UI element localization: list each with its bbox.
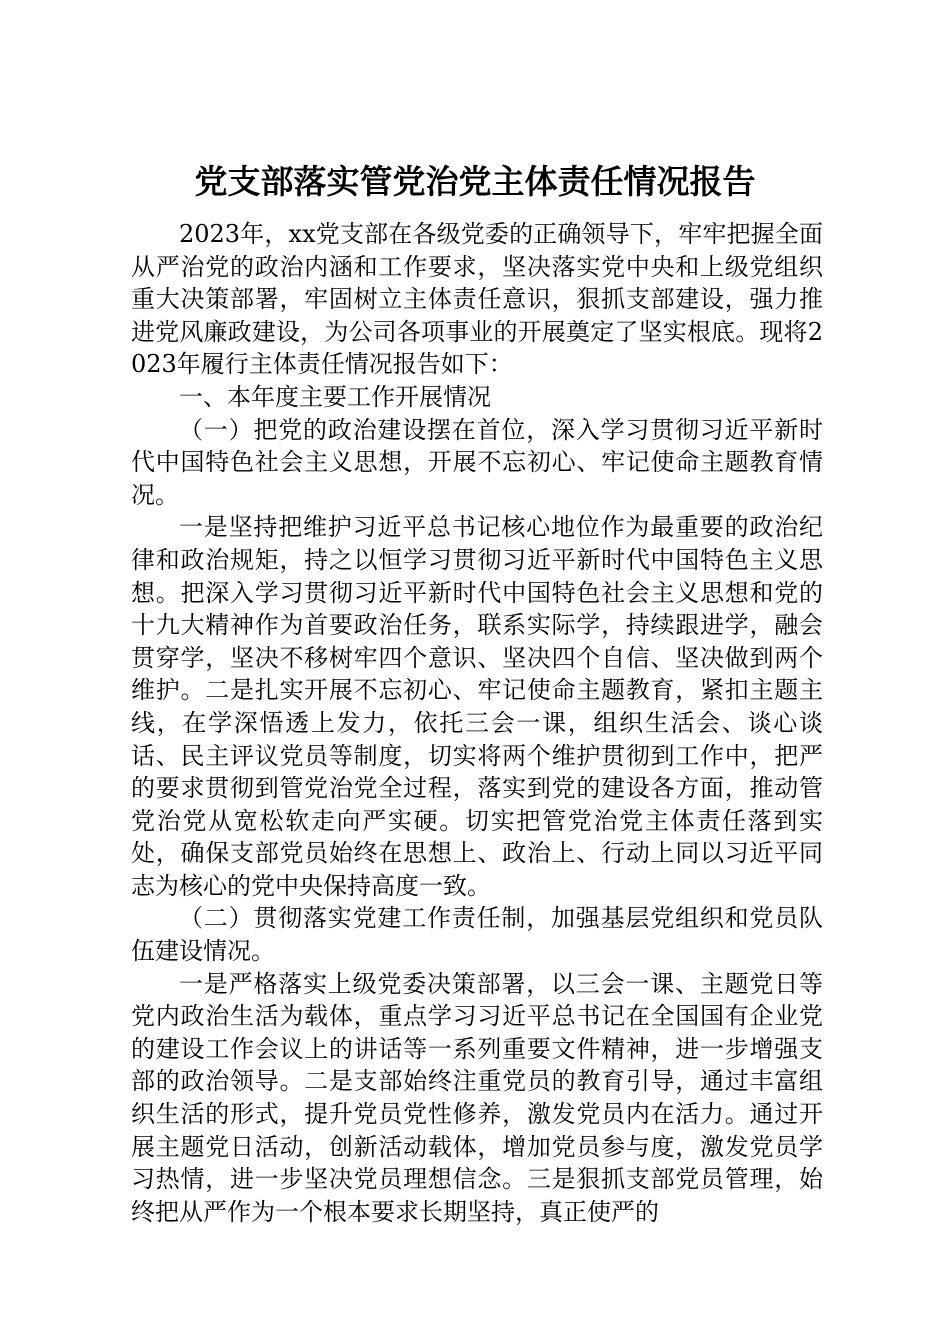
paragraph-intro: 2023年，xx党支部在各级党委的正确领导下，牢牢把握全面从严治党的政治内涵和工作要求，坚决落实党中央和上级党组织重大决策部署，牢固树立主体责任意识，狠抓支部建设，强力推进党风廉政建设，为公司各项事业的开展奠定了坚实根底。现将2023年履行主体责任情况报告如下：: [131, 220, 823, 379]
document-title: 党支部落实管党治党主体责任情况报告: [194, 162, 756, 201]
subsection-heading-2: （二）贯彻落实党建工作责任制，加强基层党组织和党员队伍建设情况。: [131, 904, 823, 966]
paragraph-body-1: 一是坚持把维护习近平总书记核心地位作为最重要的政治纪律和政治规矩，持之以恒学习贯彻习近平新时代中国特色主义思想。把深入学习贯彻习近平新时代中国特色社会主义思想和党的十九大精神作为首要政治任务，联系实际学，持续跟进学，融会贯穿学，坚决不移树牢四个意识、坚决四个自信、坚决做到两个维护。二是扎实开展不忘初心、牢记使命主题教育，紧扣主题主线，在学深悟透上发力，依托三会一课，组织生活会、谈心谈话、民主评议党员等制度，切实将两个维护贯彻到工作中，把严的要求贯彻到管党治党全过程，落实到党的建设各方面，推动管党治党从宽松软走向严实硬。切实把管党治党主体责任落到实处，确保支部党员始终在思想上、政治上、行动上同以习近平同志为核心的党中央保持高度一致。: [131, 513, 823, 900]
paragraph-body-2: 一是严格落实上级党委决策部署，以三会一课、主题党日等党内政治生活为载体，重点学习习近平总书记在全国国有企业党的建设工作会议上的讲话等一系列重要文件精神，进一步增强支部的政治领导。二是支部始终注重党员的教育引导，通过丰富组织生活的形式，提升党员党性修养，激发党员内在活力。通过开展主题党日活动，创新活动载体，增加党员参与度，激发党员学习热情，进一步坚决党员理想信念。三是狠抓支部党员管理，始终把从严作为一个根本要求长期坚持，真正使严的: [131, 969, 823, 1226]
subsection-heading-1: （一）把党的政治建设摆在首位，深入学习贯彻习近平新时代中国特色社会主义思想，开展不忘初心、牢记使命主题教育情况。: [131, 415, 823, 509]
document-body: [131, 218, 823, 1228]
section-heading: 一、本年度主要工作开展情况: [179, 382, 491, 411]
